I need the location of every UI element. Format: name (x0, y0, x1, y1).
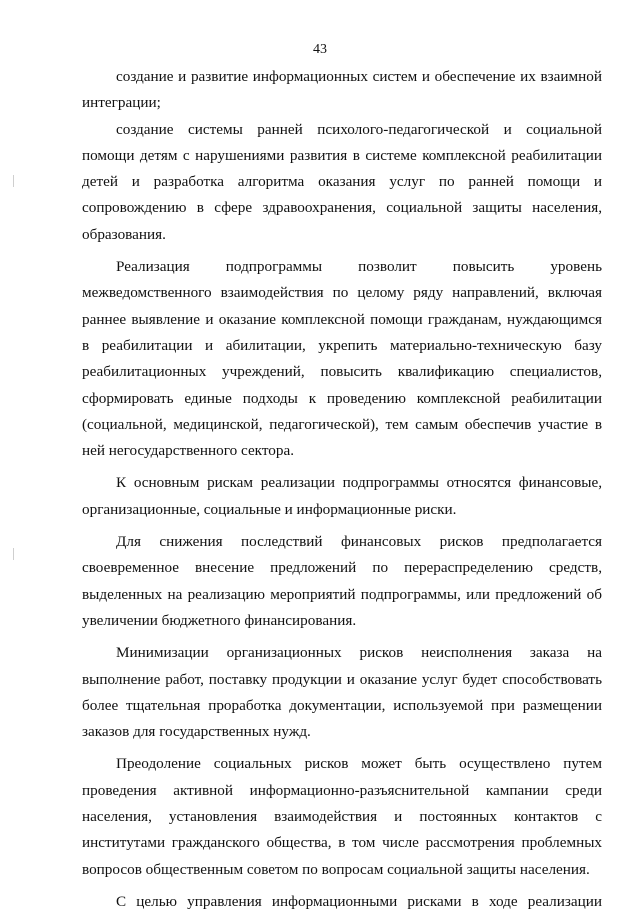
margin-mark (13, 548, 14, 560)
paragraph-financial-risks: Для снижения последствий финансовых рисков предполагается своевременное внесение предложений по перераспределению средств, выделенных на реализацию мероприятий подпрограммы, или предложений об увеличении бюджетного финансирования. (82, 533, 602, 629)
paragraph-social-risks: Преодоление социальных рисков может быть осуществлено путем проведения активной информационно-разъяснительной кампании среди населения, установления взаимодействия и постоянных контактов с институтами гражданского общества, в том числе рассмотрения проблемных вопросов общественным советом по вопросам социальной защиты населения. (82, 755, 602, 878)
page-number: 43 (313, 42, 327, 57)
paragraph-organizational-risks: Минимизации организационных рисков неисполнения заказа на выполнение работ, поставку продукции и оказание услуг будет способствовать более тщательная проработка документации, используемой при размещении заказов для государственных нужд. (82, 644, 602, 741)
paragraph-list-item-2: создание системы ранней психолого-педагогической и социальной помощи детям с нарушениями развития в системе комплексной реабилитации детей и разработка алгоритма оказания услуг по ранней помощи и сопровождению в сфере здравоохранения, социальной защиты населения, образования. (82, 120, 602, 243)
body-text (82, 64, 602, 915)
margin-mark (13, 175, 14, 187)
paragraph-list-item-1: создание и развитие информационных систем и обеспечение их взаимной интеграции; (82, 68, 602, 112)
paragraph-main-risks: К основным рискам реализации подпрограммы относятся финансовые, организационные, социальные и информационные риски. (82, 474, 602, 518)
paragraph-information-risks: С целью управления информационными рисками в ходе реализации (116, 892, 602, 910)
paragraph-outcomes: Реализация подпрограммы позволит повысить уровень межведомственного взаимодействия по целому ряду направлений, включая раннее выявление и оказание комплексной помощи гражданам, нуждающимся в реабилитации и абилитации, укрепить материально-техническую базу реабилитационных учреждений, повысить квалификацию специалистов, сформировать единые подходы к проведению комплексной реабилитации (социальной, медицинской, педагогической), тем самым обеспечив участие в ней негосударственного сектора. (82, 258, 602, 460)
